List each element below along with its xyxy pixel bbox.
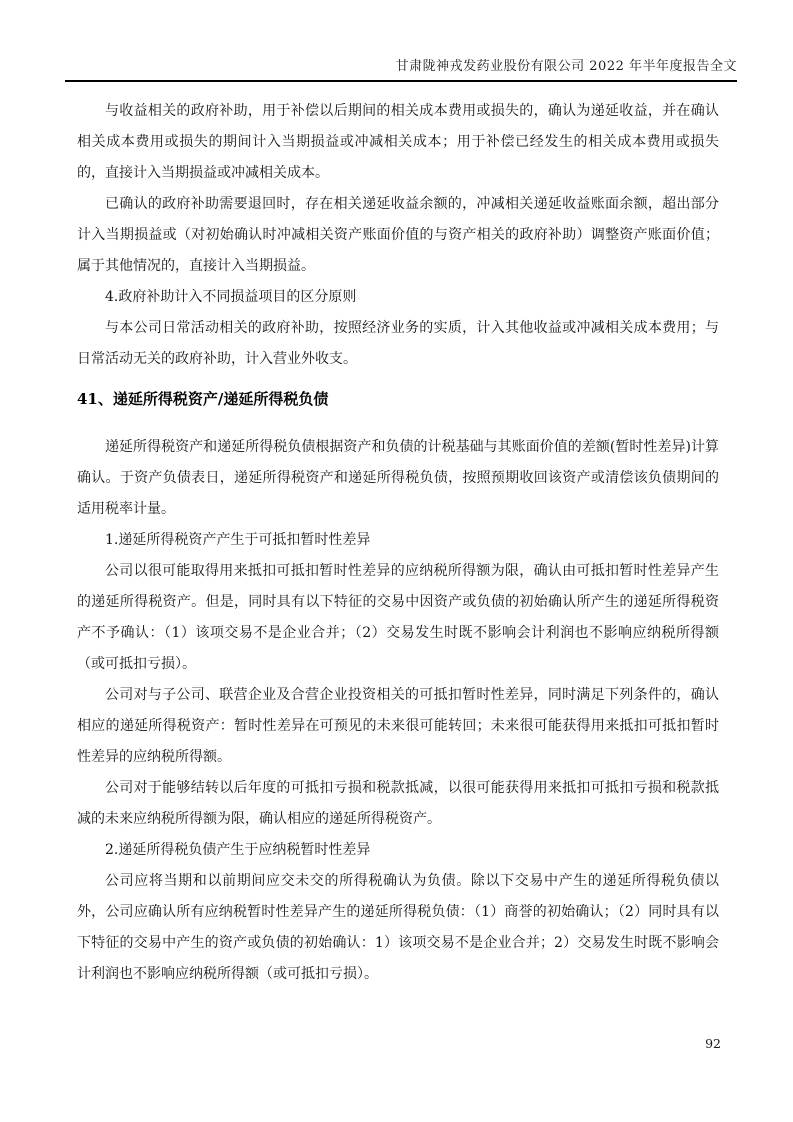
- paragraph-subsidy-refund: 已确认的政府补助需要退回时，存在相关递延收益余额的，冲减相关递延收益账面余额，超出部分计入当期损益或（对初始确认时冲减相关资产账面价值的与资产相关的政府补助）调整资产账面价值；属于其他情况的，直接计入当期损益。: [77, 196, 719, 274]
- section-heading-41-deferred-tax: 41、递延所得税资产/递延所得税负债: [77, 390, 329, 408]
- paragraph-government-subsidy-income: 与收益相关的政府补助，用于补偿以后期间的相关成本费用或损失的，确认为递延收益，并在确认相关成本费用或损失的期间计入当期损益或冲减相关成本；用于补偿已经发生的相关成本费用或损失的，直接计入当期损益或冲减相关成本。: [77, 103, 719, 181]
- document-body: [77, 96, 719, 990]
- paragraph-daily-activity-subsidy: 与本公司日常活动相关的政府补助，按照经济业务的实质，计入其他收益或冲减相关成本费用；与日常活动无关的政府补助，计入营业外收支。: [77, 320, 719, 367]
- page-header-title: 甘肃陇神戎发药业股份有限公司 2022 年半年度报告全文: [395, 59, 737, 74]
- paragraph-deferred-tax-liability-recognition: 公司应将当期和以前期间应交未交的所得税确认为负债。除以下交易中产生的递延所得税负债以外，公司应确认所有应纳税暂时性差异产生的递延所得税负债：（1）商誉的初始确认；（2）同时具有以下特征的交易中产生的资产或负债的初始确认：1）该项交易不是企业合并；2）交易发生时既不影响会计利润也不影响应纳税所得额（或可抵扣亏损）。: [77, 873, 719, 982]
- paragraph-item-2-taxable-difference: 2.递延所得税负债产生于应纳税暂时性差异: [105, 842, 371, 858]
- paragraph-subsidiary-investment-difference: 公司对与子公司、联营企业及合营企业投资相关的可抵扣暂时性差异，同时满足下列条件的，确认相应的递延所得税资产：暂时性差异在可预见的未来很可能转回；未来很可能获得用来抵扣可抵扣暂时性差异的应纳税所得额。: [77, 687, 719, 765]
- page-number: 92: [705, 1036, 721, 1051]
- paragraph-item-1-deductible-difference: 1.递延所得税资产产生于可抵扣暂时性差异: [105, 532, 371, 548]
- paragraph-carryforward-losses: 公司对于能够结转以后年度的可抵扣亏损和税款抵减，以很可能获得用来抵扣可抵扣亏损和税款抵减的未来应纳税所得额为限，确认相应的递延所得税资产。: [77, 780, 719, 827]
- paragraph-deferred-tax-asset-recognition: 公司以很可能取得用来抵扣可抵扣暂时性差异的应纳税所得额为限，确认由可抵扣暂时性差异产生的递延所得税资产。但是，同时具有以下特征的交易中因资产或负债的初始确认所产生的递延所得税资产不予确认：（1）该项交易不是企业合并；（2）交易发生时既不影响会计利润也不影响应纳税所得额（或可抵扣亏损）。: [77, 563, 719, 672]
- paragraph-item-4-principle: 4.政府补助计入不同损益项目的区分原则: [105, 289, 357, 305]
- paragraph-deferred-tax-basis: 递延所得税资产和递延所得税负债根据资产和负债的计税基础与其账面价值的差额(暂时性差异)计算确认。于资产负债表日，递延所得税资产和递延所得税负债，按照预期收回该资产或清偿该负债期间的适用税率计量。: [77, 439, 719, 517]
- header-divider-rule: [65, 80, 737, 82]
